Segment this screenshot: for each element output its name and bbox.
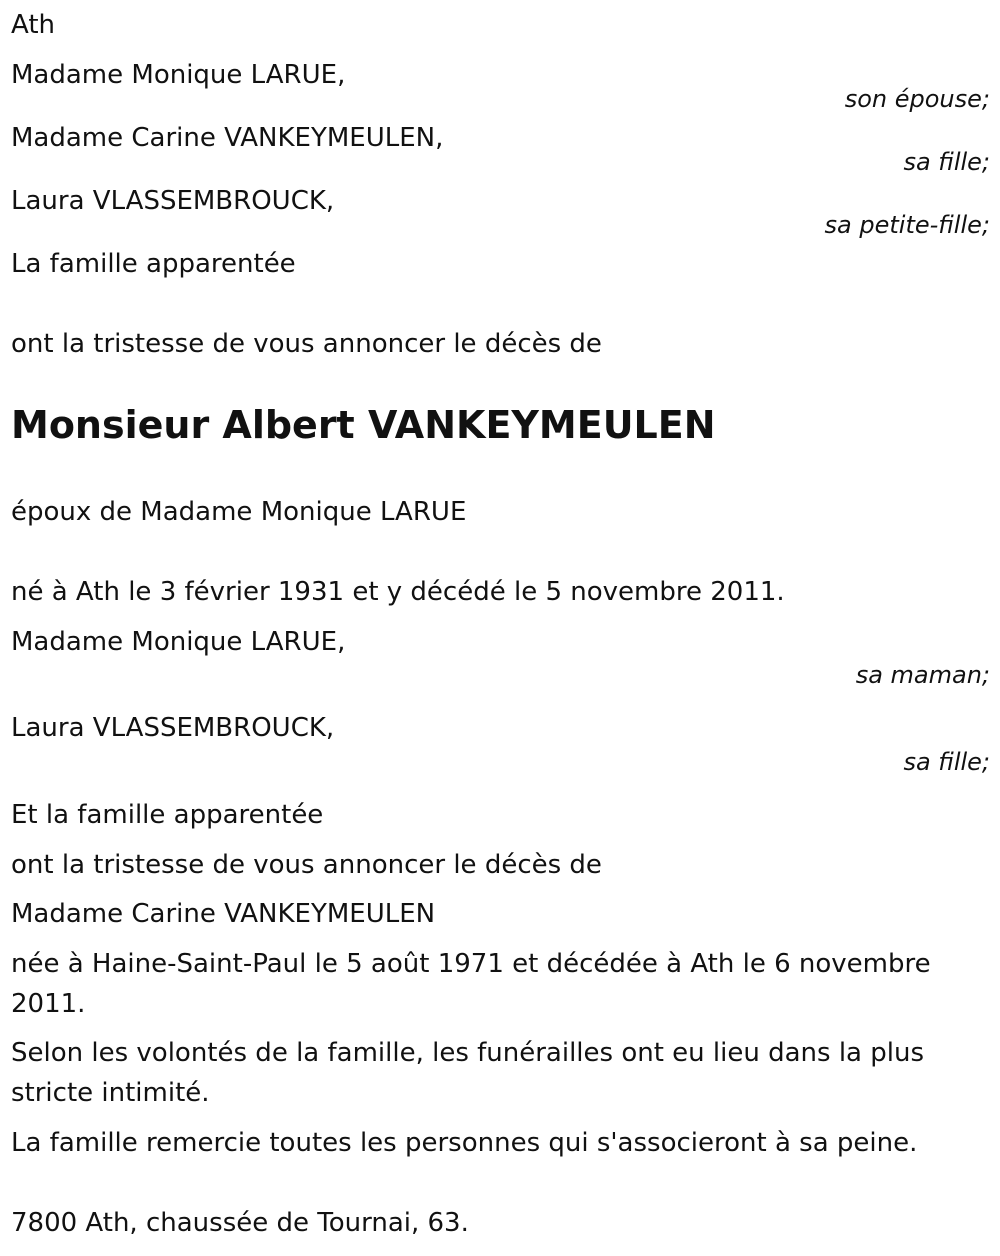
family-member-name: Laura VLASSEMBROUCK, <box>11 186 335 216</box>
town: Ath <box>11 10 56 40</box>
family-member-relation: sa petite-fille; <box>824 211 990 239</box>
family-member-relation: sa maman; <box>855 661 990 689</box>
announcement-text: ont la tristesse de vous annoncer le décès de <box>11 329 602 359</box>
birth-death-text: née à Haine-Saint-Paul le 5 août 1971 et décédée à Ath le 6 novembre 2011. <box>11 949 931 1019</box>
family-member-name: Madame Monique LARUE, <box>11 627 346 657</box>
deceased-name: Madame Carine VANKEYMEULEN <box>11 899 436 929</box>
funeral-text: Selon les volontés de la famille, les funérailles ont eu lieu dans la plus stricte intimité. <box>11 1038 925 1108</box>
spouse-of-text: époux de Madame Monique LARUE <box>11 497 467 527</box>
deceased-name: Monsieur Albert VANKEYMEULEN <box>11 403 716 447</box>
family-member-relation: sa fille; <box>903 748 990 776</box>
family-member-relation: sa fille; <box>903 148 990 176</box>
address-text: 7800 Ath, chaussée de Tournai, 63. <box>11 1208 469 1238</box>
related-family: Et la famille apparentée <box>11 800 324 830</box>
announcement-text: ont la tristesse de vous annoncer le décès de <box>11 850 602 880</box>
thanks-text: La famille remercie toutes les personnes qui s'associeront à sa peine. <box>11 1128 918 1158</box>
family-member-name: Laura VLASSEMBROUCK, <box>11 713 335 743</box>
related-family: La famille apparentée <box>11 249 296 279</box>
birth-death-text: né à Ath le 3 février 1931 et y décédé le 5 novembre 2011. <box>11 577 785 607</box>
family-member-relation: son épouse; <box>844 85 990 113</box>
family-member-name: Madame Carine VANKEYMEULEN, <box>11 123 444 153</box>
family-member-name: Madame Monique LARUE, <box>11 60 346 90</box>
